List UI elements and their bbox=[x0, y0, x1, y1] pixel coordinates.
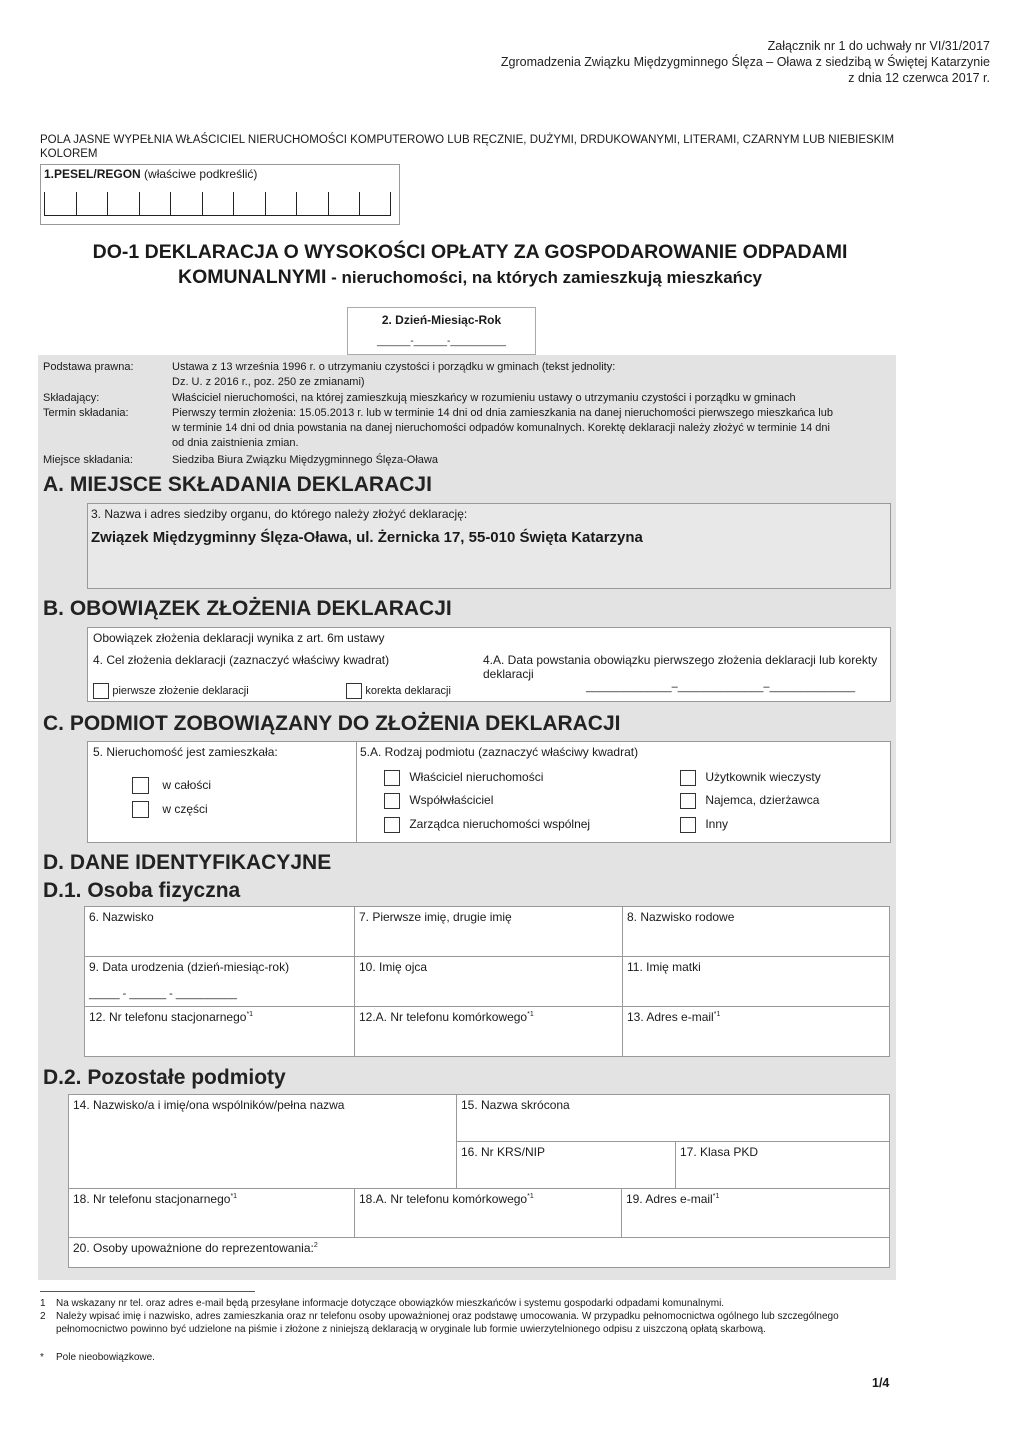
section-b-heading: B. OBOWIĄZEK ZŁOŻENIA DEKLARACJI bbox=[43, 597, 452, 620]
short-name-field[interactable] bbox=[456, 1094, 890, 1142]
mobile-footnote: *1 bbox=[527, 1011, 534, 1018]
birth-date-line: _____ - ______ - __________ bbox=[89, 988, 238, 1000]
father-name-field[interactable] bbox=[354, 956, 623, 1007]
inhabited-label: 5. Nieruchomość jest zamieszkała: bbox=[93, 745, 278, 759]
father-name-label: 10. Imię ojca bbox=[359, 960, 428, 974]
footnote-1-text: Na wskazany nr tel. oraz adres e-mail będą przesyłane informacje dotyczące obowiązków mieszkańców i systemu gospodarki odpadami komunalnymi. bbox=[56, 1298, 725, 1309]
family-name-field[interactable] bbox=[622, 906, 890, 957]
first-names-label: 7. Pierwsze imię, drugie imię bbox=[359, 910, 512, 924]
surname-label: 6. Nazwisko bbox=[89, 910, 154, 924]
co-owner-checkbox[interactable] bbox=[384, 793, 400, 809]
footnote-3-text: Pole nieobowiązkowe. bbox=[56, 1352, 155, 1363]
footnote-divider bbox=[40, 1291, 255, 1292]
header-line-3: z dnia 12 czerwca 2017 r. bbox=[848, 71, 990, 85]
tenant-checkbox[interactable] bbox=[680, 793, 696, 809]
representatives-field[interactable] bbox=[68, 1237, 890, 1268]
filer-key: Składający: bbox=[43, 392, 100, 404]
section-c-divider bbox=[356, 742, 357, 842]
pesel-cell[interactable] bbox=[328, 192, 360, 216]
authority-field bbox=[87, 503, 891, 589]
form-title bbox=[40, 240, 900, 290]
pesel-cell[interactable] bbox=[139, 192, 171, 216]
declaration-date-field[interactable] bbox=[347, 307, 536, 355]
pesel-hint: (właściwe podkreślić) bbox=[144, 167, 258, 181]
pkd-class-field[interactable] bbox=[675, 1141, 890, 1189]
mother-name-label: 11. Imię matki bbox=[627, 960, 701, 974]
page-number: 1/4 bbox=[872, 1376, 890, 1390]
perpetual-user-checkbox[interactable] bbox=[680, 770, 696, 786]
short-name-label: 15. Nazwa skrócona bbox=[461, 1098, 570, 1112]
pesel-cell[interactable] bbox=[359, 192, 391, 216]
representatives-label: 20. Osoby upoważnione do reprezentowania: bbox=[73, 1241, 314, 1255]
pesel-cell[interactable] bbox=[296, 192, 328, 216]
email-field[interactable] bbox=[622, 1006, 890, 1057]
first-filing-checkbox[interactable] bbox=[93, 683, 109, 699]
section-a-heading: A. MIEJSCE SKŁADANIA DEKLARACJI bbox=[43, 473, 432, 496]
declaration-date-line: ______-______-__________ bbox=[376, 336, 506, 347]
d2-mobile-footnote: *1 bbox=[527, 1193, 534, 1200]
section-b-box bbox=[87, 627, 891, 702]
birth-date-field[interactable] bbox=[84, 956, 355, 1007]
d2-landline-label: 18. Nr telefonu stacjonarnego bbox=[73, 1192, 231, 1206]
section-c-heading: C. PODMIOT ZOBOWIĄZANY DO ZŁOŻENIA DEKLARACJI bbox=[43, 712, 621, 735]
footnote-2-number: 2 bbox=[40, 1311, 46, 1322]
pesel-cell[interactable] bbox=[76, 192, 108, 216]
deadline-key: Termin składania: bbox=[43, 407, 129, 419]
d2-email-footnote: *1 bbox=[712, 1193, 720, 1200]
mobile-field[interactable] bbox=[354, 1006, 623, 1057]
birth-date-label: 9. Data urodzenia (dzień-miesiąc-rok) bbox=[89, 960, 290, 974]
type-option-manager[interactable] bbox=[384, 817, 590, 833]
partners-name-label: 14. Nazwisko/a i imię/ona wspólników/pełna nazwa bbox=[73, 1098, 345, 1112]
section-c-box bbox=[87, 741, 891, 843]
pesel-cell[interactable] bbox=[107, 192, 139, 216]
pesel-cell[interactable] bbox=[265, 192, 297, 216]
obligation-note: Obowiązek złożenia deklaracji wynika z art. 6m ustawy bbox=[93, 631, 385, 645]
filer-value: Właściciel nieruchomości, na której zamieszkują mieszkańcy w rozumieniu ustawy o utrzymaniu czystości i porządku w gminach bbox=[172, 392, 796, 404]
pesel-cell[interactable] bbox=[202, 192, 234, 216]
legal-basis-key: Podstawa prawna: bbox=[43, 361, 134, 373]
obligation-date-line[interactable]: ______________–______________–______________ bbox=[586, 681, 856, 693]
d2-mobile-label: 18.A. Nr telefonu komórkowego bbox=[359, 1192, 528, 1206]
option-correction[interactable] bbox=[346, 683, 451, 699]
correction-label: korekta deklaracji bbox=[365, 685, 451, 698]
in-whole-checkbox[interactable] bbox=[132, 777, 149, 794]
footnote-1-number: 1 bbox=[40, 1298, 46, 1309]
d2-mobile-field[interactable] bbox=[354, 1188, 622, 1238]
type-option-tenant[interactable] bbox=[680, 793, 819, 809]
co-owner-label: Współwłaściciel bbox=[409, 793, 494, 808]
type-option-other[interactable] bbox=[680, 817, 728, 833]
deadline-value-2: w terminie 14 dni od dnia powstania na danej nieruchomości odpadów komunalnych. Korektę deklaracji należy złożyć w terminie 14 dni bbox=[172, 422, 830, 434]
section-d-heading: D. DANE IDENTYFIKACYJNE bbox=[43, 851, 332, 874]
other-label: Inny bbox=[705, 817, 729, 832]
obligation-date-label: 4.A. Data powstania obowiązku pierwszego złożenia deklaracji lub korekty deklaracji bbox=[483, 653, 878, 681]
first-names-field[interactable] bbox=[354, 906, 623, 957]
tenant-label: Najemca, dzierżawca bbox=[705, 793, 820, 808]
in-part-checkbox[interactable] bbox=[132, 801, 149, 818]
mobile-label: 12.A. Nr telefonu komórkowego bbox=[359, 1010, 528, 1024]
authority-label: 3. Nazwa i adres siedziby organu, do którego należy złożyć deklarację: bbox=[91, 507, 468, 521]
pkd-class-label: 17. Klasa PKD bbox=[680, 1145, 759, 1159]
header-line-1: Załącznik nr 1 do uchwały nr VI/31/2017 bbox=[767, 39, 990, 53]
family-name-label: 8. Nazwisko rodowe bbox=[627, 910, 735, 924]
deadline-value-3: od dnia zaistnienia zmian. bbox=[172, 437, 299, 449]
footnotes bbox=[40, 1298, 900, 1368]
manager-label: Zarządca nieruchomości wspólnej bbox=[409, 817, 591, 832]
deadline-value-1: Pierwszy termin złożenia: 15.05.2013 r. lub w terminie 14 dni od dnia zamieszkania na danej nieruchomości pierwszego mieszkańca lub bbox=[172, 407, 833, 419]
title-line-2b: - nieruchomości, na których zamieszkują mieszkańcy bbox=[326, 268, 762, 287]
email-footnote: *1 bbox=[713, 1011, 721, 1018]
fill-instruction: POLA JASNE WYPEŁNIA WŁAŚCICIEL NIERUCHOMOŚCI KOMPUTEROWO LUB RĘCZNIE, DUŻYMI, DRDUKOWANYMI, LITERAMI, CZARNYM LUB NIEBIESKIM KOLOREM bbox=[40, 134, 895, 160]
other-checkbox[interactable] bbox=[680, 817, 696, 833]
d2-landline-field[interactable] bbox=[68, 1188, 355, 1238]
title-line-1: DO-1 DEKLARACJA O WYSOKOŚCI OPŁATY ZA GOSPODAROWANIE ODPADAMI bbox=[92, 241, 848, 263]
footnote-2-text: Należy wpisać imię i nazwisko, adres zamieszkania oraz nr telefonu osoby upoważnionej oraz podstawę umocowania. W przypadku pełnomocnictwa ogólnego lub szczególnego pełnomocnictwo powinno być udzielone na piśmie i złożone z niniejszą deklaracją w oryginale lub formie uwierzytelnionego odpisu z uiszczoną opłatą skarbową. bbox=[56, 1311, 839, 1335]
title-line-2a: KOMUNALNYMI bbox=[178, 266, 327, 288]
landline-footnote: *1 bbox=[246, 1011, 254, 1018]
in-part-label: w części bbox=[162, 801, 208, 816]
footnote-3-number: * bbox=[40, 1352, 44, 1363]
landline-field[interactable] bbox=[84, 1006, 355, 1057]
perpetual-user-label: Użytkownik wieczysty bbox=[705, 770, 821, 785]
type-option-owner[interactable] bbox=[384, 770, 543, 786]
krs-nip-label: 16. Nr KRS/NIP bbox=[461, 1145, 546, 1159]
authority-value: Związek Międzygminny Ślęza-Oława, ul. Żernicka 17, 55-010 Święta Katarzyna bbox=[91, 529, 643, 546]
place-value: Siedziba Biura Związku Międzygminnego Ślęza-Oława bbox=[172, 454, 438, 466]
legal-basis-value-2: Dz. U. z 2016 r., poz. 250 ze zmianami) bbox=[172, 376, 365, 388]
pesel-cells[interactable] bbox=[44, 192, 391, 216]
purpose-label: 4. Cel złożenia deklaracji (zaznaczyć właściwy kwadrat) bbox=[93, 653, 390, 667]
pesel-label: 1.PESEL/REGON bbox=[44, 167, 141, 181]
landline-label: 12. Nr telefonu stacjonarnego bbox=[89, 1010, 247, 1024]
surname-field[interactable] bbox=[84, 906, 355, 957]
in-part-option[interactable] bbox=[132, 801, 208, 818]
place-key: Miejsce składania: bbox=[43, 454, 133, 466]
legal-basis-value: Ustawa z 13 września 1996 r. o utrzymaniu czystości i porządku w gminach (tekst jednolity: bbox=[172, 361, 616, 373]
entity-type-label: 5.A. Rodzaj podmiotu (zaznaczyć właściwy kwadrat) bbox=[360, 745, 639, 759]
in-whole-label: w całości bbox=[162, 777, 212, 792]
option-first-filing[interactable] bbox=[93, 683, 249, 699]
owner-label: Właściciel nieruchomości bbox=[409, 770, 544, 785]
section-d2-heading: D.2. Pozostałe podmioty bbox=[43, 1066, 286, 1089]
pesel-cell[interactable] bbox=[233, 192, 265, 216]
owner-checkbox[interactable] bbox=[384, 770, 400, 786]
d2-landline-footnote: *1 bbox=[230, 1193, 238, 1200]
in-whole-option[interactable] bbox=[132, 777, 211, 794]
header-line-2: Zgromadzenia Związku Międzygminnego Ślęza – Oława z siedzibą w Świętej Katarzynie bbox=[500, 55, 990, 69]
pesel-regon-field[interactable] bbox=[40, 164, 400, 225]
email-label: 13. Adres e-mail bbox=[627, 1010, 714, 1024]
type-option-co-owner[interactable] bbox=[384, 793, 493, 809]
pesel-cell[interactable] bbox=[170, 192, 202, 216]
manager-checkbox[interactable] bbox=[384, 817, 400, 833]
d2-email-label: 19. Adres e-mail bbox=[626, 1192, 713, 1206]
first-filing-label: pierwsze złożenie deklaracji bbox=[112, 685, 249, 698]
partners-name-field[interactable] bbox=[68, 1094, 457, 1189]
pesel-cell[interactable] bbox=[44, 192, 76, 216]
representatives-footnote: 2 bbox=[313, 1242, 318, 1249]
d2-email-field[interactable] bbox=[621, 1188, 890, 1238]
section-d1-heading: D.1. Osoba fizyczna bbox=[43, 879, 241, 902]
header-note bbox=[501, 38, 990, 86]
declaration-date-label: 2. Dzień-Miesiąc-Rok bbox=[381, 313, 502, 327]
mother-name-field[interactable] bbox=[622, 956, 890, 1007]
correction-checkbox[interactable] bbox=[346, 683, 362, 699]
krs-nip-field[interactable] bbox=[456, 1141, 676, 1189]
type-option-perpetual-user[interactable] bbox=[680, 770, 821, 786]
